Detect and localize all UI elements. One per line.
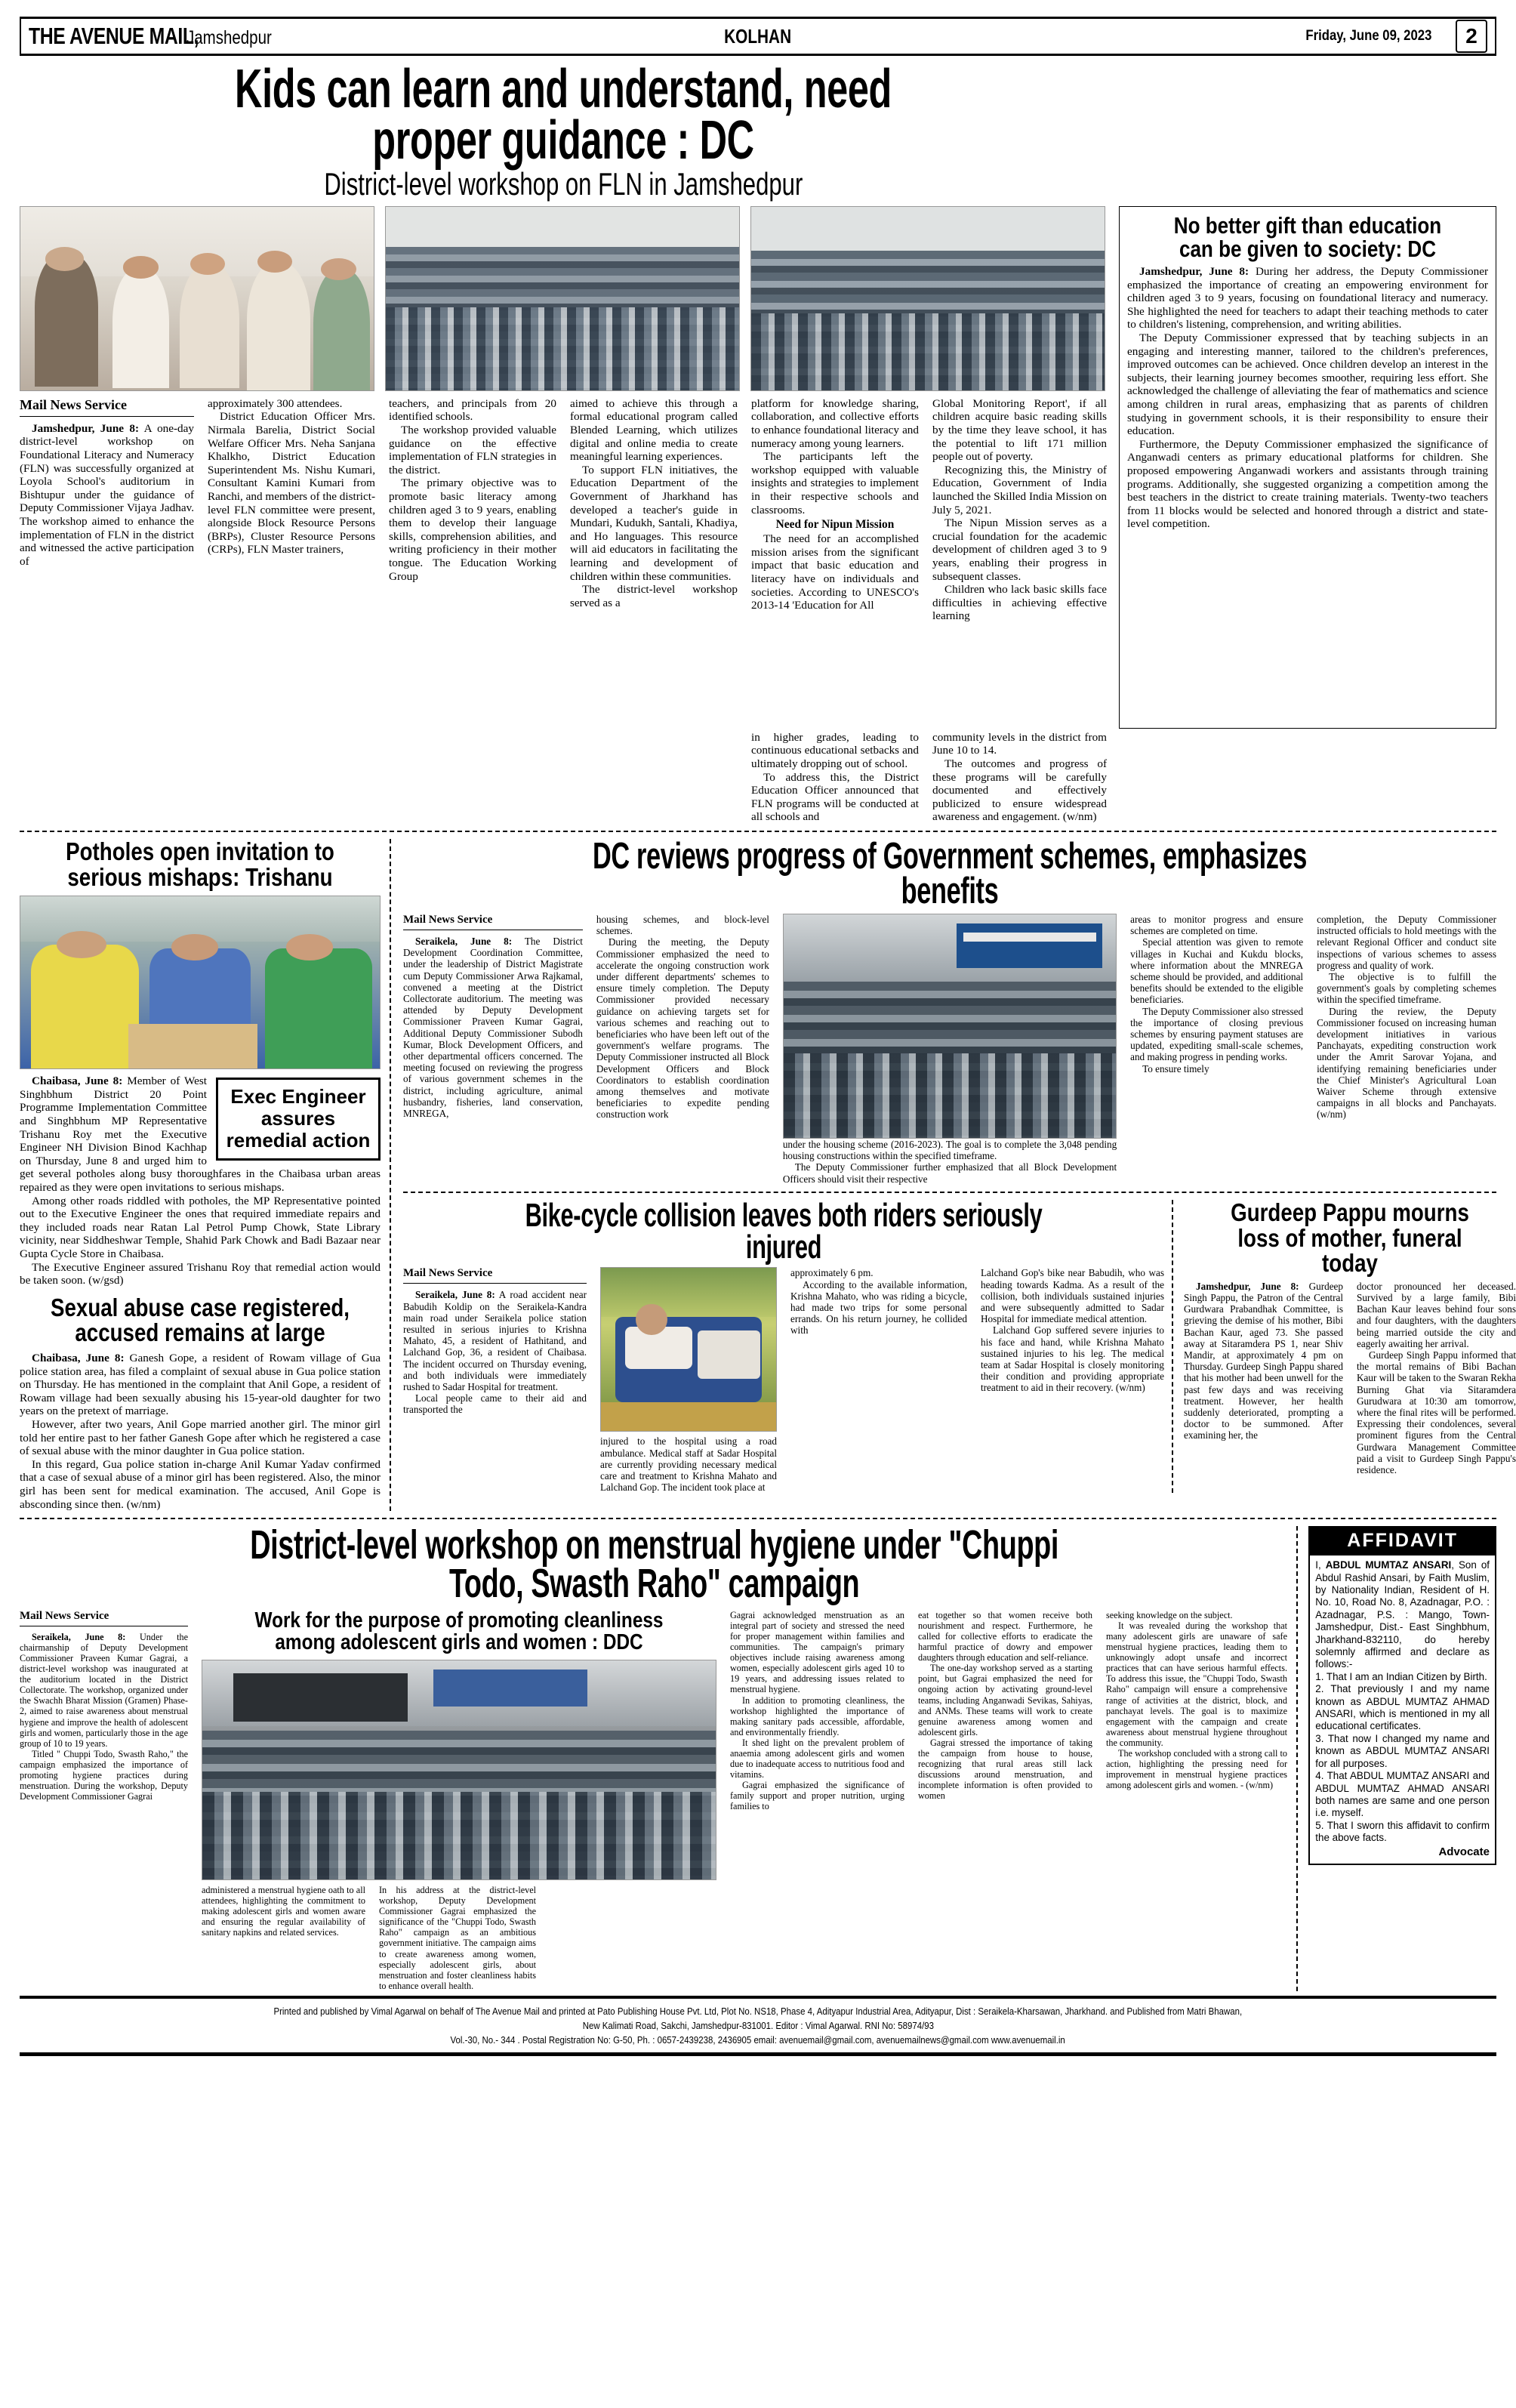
- paragraph: approximately 6 pm.: [790, 1267, 874, 1279]
- paragraph: Among other roads riddled with potholes, the MP Representative pointed out to the Executive Engineer the ones that required immediate repairs and they included roads near Ratan Lal Petrol Pump Chowk, State Library vicinity, near Siddheshwar Temple, Shahid Park Chowk and Badi Bazaar near Gupta Cycle Store in Chaibasa.: [20, 1194, 381, 1260]
- paragraph: Jamshedpur, June 8: Gurdeep Singh Pappu, the Patron of the Central Gurdwara Prabandhak Committee, is grieving the demise of his mother, Bibi Bachan Kaur, aged 73. She passed away at Sitaramdera PS 1, near Shiv Mandir, at approximately 4 pm on Thursday. Gurdeep Singh Pappu shared that his mother had been unwell for the past few days and was receiving treatment. However, her health suddenly deteriorated, prompting a doctor to be summoned. After examining her, the: [1184, 1280, 1343, 1441]
- paragraph: completion, the Deputy Commissioner instructed officials to hold meetings with the relevant Regional Officer and conduct site inspections of various schemes to assess progress and quality of work.: [1317, 914, 1496, 971]
- lead-sidebar: [1107, 206, 1496, 729]
- paragraph: The workshop concluded with a strong call to action, highlighting the pressing need for improvement in menstrual hygiene practices among adolescent girls and women. - (w/nm): [1106, 1748, 1287, 1791]
- bike-headline: Bike-cycle collision leaves both riders seriously injured: [525, 1196, 1043, 1266]
- dc-col-3-wrap: [403, 1139, 1496, 1185]
- paragraph: Special attention was given to remote villages in Kuchai and Kukdu blocks, where information about the MNREGA scheme should be provided, and additional benefits should be extended to the eligible beneficiaries.: [1130, 936, 1304, 1006]
- paragraph: Jamshedpur, June 8: During her address, the Deputy Commissioner emphasized the importance of creating an empowering environment for children aged 3 to 9 years, focusing on foundational literacy and numeracy. She highlighted the need for teachers to adapt their teaching methods to cater to children's listening, comprehension, and writing abilities.: [1127, 265, 1488, 331]
- paragraph: in higher grades, leading to continuous educational setbacks and ultimately dropping out of school.: [751, 730, 919, 770]
- lead-headline: Kids can learn and understand, need proper guidance : DC: [235, 59, 892, 171]
- paragraph: The one-day workshop served as a starting point, but Gagrai emphasized the need for ongoing action by activating ground-level teams, including Anganwadi Sevikas, Sahiyas, and ANMs. These teams will work to create genuine awareness among women and adolescent girls.: [918, 1663, 1092, 1737]
- paragraph: Gurdeep Singh Pappu informed that the mortal remains of Bibi Bachan Kaur will be taken to the Swaran Rekha Burning Ghat via Sitaramdera Gurudwara at 10:30 am tomorrow, where the final rites will be performed. Expressing their condolences, several prominent figures from the Central Gurdwara Management Committee paid a visit to Gurdeep Singh Pappu's residence.: [1357, 1349, 1516, 1476]
- paragraph: aimed to achieve this through a formal educational program called Blended Learning, which utilizes digital and online media to create meaningful learning experiences.: [570, 396, 738, 464]
- paragraph: Chaibasa, June 8: Member of West Singhbhum District 20 Point Programme Implementation Committee and Singhbhum MP Representative Trishanu Roy met the Executive Engineer NH Division Binod Kachhap on Thursday, June 8 and urged him to get several potholes along busy thoroughfares in the Chaibasa urban areas repaired as they were open invitations to serious mishaps.: [20, 1075, 381, 1194]
- dc-schemes-story: [403, 835, 1496, 1185]
- menstrual-headline: District-level workshop on menstrual hygiene under "Chuppi Todo, Swasth Raho" campaign: [250, 1522, 1059, 1607]
- affidavit-signature: Advocate: [1438, 1845, 1490, 1858]
- menstrual-col-4: [911, 1610, 1099, 1991]
- page-number: 2: [1456, 20, 1487, 53]
- paragraph: Seraikela, June 8: The District Development Coordination Committee, under the leadership of District Magistrate cum Deputy Commissioner Arwa Rajkamal, convened a meeting at the District Collectorate auditorium. The meeting was attended by Deputy Development Commissioner Praveen Kumar Gagrai, Additional Deputy Commissioner Subodh Kumar, Block Development Officers, and other departmental officers concerned. The meeting focused on reviewing the progress of various government schemes in the district, including agriculture, animal husbandry, fisheries, land conservation, MNREGA,: [403, 936, 583, 1120]
- paragraph: Chaibasa, June 8: Ganesh Gope, a resident of Rowam village of Gua police station area, has filed a complaint of sexual abuse in Gua police station on Thursday. He has mentioned in the complaint that Anil Gope, a resident of Rowam village had been sexually abusing his 15-year-old daughter for two years on the pretext of marriage.: [20, 1352, 381, 1418]
- paragraph: approximately 300 attendees.: [208, 396, 343, 410]
- paragraph: Children who lack basic skills face difficulties in achieving effective learning: [932, 583, 1107, 623]
- section-divider: [20, 831, 1496, 832]
- gurdeep-story: [1172, 1200, 1516, 1494]
- lead-col-5: [744, 397, 926, 623]
- masthead-left: [29, 23, 291, 50]
- section-name: KOLHAN: [724, 24, 792, 48]
- abuse-headline: Sexual abuse case registered, accused remains at large: [50, 1293, 350, 1347]
- byline: Mail News Service: [403, 1267, 587, 1284]
- paragraph: To ensure timely: [1142, 1062, 1209, 1075]
- paragraph: Furthermore, the Deputy Commissioner emphasized the significance of Anganwadi centers as primary educational platforms for children. She proposed empowering Anganwadi workers and assistants through training programs. Additionally, she suggested organizing a competition among the best teachers in the district to create training materials. Twenty-two teachers from 11 blocks would be selected and honored through a district and state-level competition.: [1127, 437, 1488, 531]
- gurdeep-col-1: [1184, 1281, 1350, 1475]
- publication-city: Jamshedpur: [186, 27, 273, 48]
- masthead-right: [1297, 20, 1487, 53]
- paragraph: administered a menstrual hygiene oath to all attendees, highlighting the commitment to making adolescent girls and women aware and ensuring the regular availability of sanitary napkins and related services.: [202, 1884, 365, 1938]
- gurdeep-col-2: [1350, 1281, 1516, 1475]
- paragraph: It was revealed during the workshop that many adolescent girls are unaware of safe menstrual hygiene practices, leading them to unknowingly adopt unsafe and incorrect practices that can have serious harmful effects. To address this issue, the "Chuppi Todo, Swasth Raho" campaign will ensure a comprehensive range of activities at the district, block, and panchayat levels. The goal is to maximize engagement with the campaign and create awareness about menstrual hygiene throughout the community.: [1106, 1620, 1287, 1748]
- paragraph: platform for knowledge sharing, collaboration, and collective efforts to enhance foundational literacy and numeracy among young learners.: [751, 396, 919, 450]
- paragraph: To support FLN initiatives, the Education Department of the Government of Jharkhand has developed a teacher's guide in Mundari, Kudukh, Santali, Khadiya, and Ho languages. This resource will aid educators in facilitating the learning and development of children within these communities.: [570, 463, 738, 583]
- paragraph: District Education Officer Mrs. Nirmala Barelia, District Social Welfare Officer Mrs. Neha Sanjana Khalkho, District Education Superintendent Ms. Nishu Kumari, Consultant Kamini Kumari from Ranchi, and members of the district-level FLN committee were present, alongside Block Resource Persons (BRPs), Cluster Resource Persons (CRPs), FLN Master trainers,: [208, 410, 375, 557]
- menstrual-workshop-photo: [202, 1660, 716, 1880]
- paragraph: Seraikela, June 8: A road accident near Babudih Koldip on the Seraikela-Kandra main road under Seraikela police station resulted in serious injuries to Krishna Mahato, 45, a resident of Hathitand, and Lalchand Gop, 36, a resident of Chaibasa. The incident occurred on Thursday evening, and both individuals were immediately rushed to Sadar Hospital for treatment.: [403, 1289, 587, 1393]
- lead-col-3: [382, 397, 563, 623]
- bike-story: [403, 1196, 1164, 1494]
- potholes-callout: Exec Engineer assures remedial action: [216, 1078, 381, 1160]
- paragraph: The objective is to fulfill the government's goals by completing schemes within the specified timeframe.: [1317, 971, 1496, 1006]
- paragraph: However, after two years, Anil Gope married another girl. The minor girl told her entire past to her father Ganesh Gope after which he registered a case of sexual abuse with the minor daughter in Gua police station.: [20, 1418, 381, 1458]
- potholes-photo: [20, 896, 381, 1069]
- row-two-right: [390, 835, 1516, 1511]
- paragraph: The Nipun Mission serves as a crucial foundation for the academic development of children aged 3 to 9 years, enabling their progress in subsequent classes.: [932, 516, 1107, 583]
- lead-col-6: [926, 397, 1107, 623]
- paragraph: Jamshedpur, June 8: A one-day district-level workshop on Foundational Literacy and Numeracy (FLN) was successfully organized at Loyola School's auditorium in Bishtupur under the guidance of Deputy Commissioner Vijaya Jadhav. The workshop aimed to enhance the implementation of FLN in the district and witnessed the active participation of: [20, 421, 194, 568]
- affidavit-title: AFFIDAVIT: [1310, 1528, 1495, 1555]
- paragraph: doctor pronounced her deceased. Survived by a large family, Bibi Bachan Kaur leaves behind four sons and four daughters, with the daughters being married outside the city and eagerly awaiting her arrival.: [1357, 1280, 1516, 1349]
- bike-col-4: [974, 1267, 1164, 1493]
- byline: Mail News Service: [403, 914, 583, 930]
- menstrual-center: [195, 1610, 723, 1991]
- dc-col-5: [1310, 914, 1496, 1139]
- dc-schemes-headline: DC reviews progress of Government schemes, emphasizes benefits: [592, 835, 1308, 912]
- menstrual-subheadline: Work for the purpose of promoting cleanliness among adolescent girls and women : DDC: [254, 1608, 664, 1655]
- paragraph: The Deputy Commissioner expressed that by teaching subjects in an engaging and interesting manner, tailored to the children's preferences, improved outcomes can be achieved. Once children develop an interest in the subjects, their learning journey becomes smoother, requiring less effort. She acknowledged the challenge of alleviating the fear of mathematics and science among children in rural areas, emphasizing that as parents of children studying in government schools, it is their responsibility to ensure their education.: [1127, 331, 1488, 438]
- paragraph: injured to the hospital using a road ambulance. Medical staff at Sadar Hospital are currently providing necessary medical care and treatment to Krishna Mahato and Lalchand Gop. The incident took place at: [600, 1435, 777, 1494]
- menstrual-col-3: [723, 1610, 911, 1991]
- paragraph: Local people came to their aid and transported the: [403, 1392, 587, 1416]
- paragraph: The Deputy Commissioner also stressed the importance of closing previous schemes by ensuring payment statuses are updated, expediting small-scale schemes, and making progress in pending works.: [1130, 1005, 1304, 1063]
- imprint-line-1: Printed and published by Vimal Agarwal on behalf of The Avenue Mail and printed at Pato Publishing House Pvt. Ltd, Plot No. NS18, Phase 4, Adityapur Industrial Area, Adityapur, Dist : Seraikela-Kharsawan, Jharkhand. and Published from Matri Bhawan,: [273, 2005, 1243, 2017]
- publication-title: THE AVENUE MAIL,: [29, 23, 199, 49]
- paragraph: During the review, the Deputy Commissioner focused on increasing human development initiatives in various Panchayats, expediting construction work under the Amrit Sarovar Yojana, and identifying remaining beneficiaries under the Chief Minister's Agricultural Loan Waiver Scheme through extensive campaigns in all blocks and Panchayats. (w/nm): [1317, 1005, 1496, 1121]
- lead-tail: [20, 731, 1496, 824]
- paragraph: During the meeting, the Deputy Commissioner emphasized the need to accelerate the ongoing construction work under different departments' schemes to ensure timely completion. The Deputy Commissioner provided necessary guidance on achieving targets set for various schemes and reaching out to beneficiaries who have been left out of the government's welfare programs. The Deputy Commissioner instructed all Block Development Officers and Block Coordinators to establish coordination among themselves and motivate beneficiaries to expedite pending construction work: [596, 936, 769, 1121]
- potholes-headline: Potholes open invitation to serious mishaps: Trishanu: [66, 837, 334, 891]
- imprint-line-2: New Kalimati Road, Sakchi, Jamshedpur-831001. Editor : Vimal Agarwal. RNI No: 58974/93: [582, 2019, 934, 2031]
- paragraph: Seraikela, June 8: Under the chairmanship of Deputy Development Commissioner Praveen Kumar Gagrai, a district-level workshop was inaugurated at the auditorium located in the District Collectorate. The workshop, organized under the Swachh Bharat Mission (Gramen) Phase-2, aimed to raise awareness about menstrual hygiene and improve the health of adolescent girls and women, particularly those in the age group of 10 to 19 years.: [20, 1631, 188, 1749]
- paragraph: seeking knowledge on the subject.: [1106, 1609, 1233, 1620]
- lead-col-4: [563, 397, 744, 623]
- lead-subheadline: District-level workshop on FLN in Jamshedpur: [324, 165, 803, 202]
- menstrual-story: [20, 1522, 1289, 1991]
- paragraph: Gagrai acknowledged menstruation as an integral part of society and stressed the need for proper management within families and communities. The campaign's primary objectives include raising awareness among women, especially adolescent girls aged 10 to 19 years, and addressing issues related to menstrual hygiene.: [730, 1609, 904, 1695]
- section-divider: [403, 1192, 1496, 1193]
- byline: Mail News Service: [20, 397, 194, 417]
- paragraph: eat together so that women receive both nourishment and respect. Furthermore, he called for collective efforts to eradicate the harmful practice of dowry and empower daughters through education and self-reliance.: [918, 1609, 1092, 1663]
- lead-photo-3: [750, 206, 1105, 391]
- paragraph: under the housing scheme (2016-2023). The goal is to complete the 3,048 pending housing constructions within the specified timeframe.: [782, 1139, 1117, 1162]
- dc-col-2: [590, 914, 776, 1139]
- lead-tail-col-5: [744, 731, 926, 824]
- lead-columns: [20, 397, 1107, 623]
- affidavit-ad: [1296, 1526, 1496, 1991]
- menstrual-sub-col-1: [202, 1885, 372, 1991]
- paragraph: The district-level workshop served as a: [570, 583, 738, 609]
- paragraph: Lalchand Gop's bike near Babudih, who was heading towards Kadma. As a result of the collision, both individuals sustained injuries and were subsequently admitted to Sadar Hospital for immediate medical attention.: [981, 1267, 1164, 1325]
- menstrual-col-1: [20, 1610, 195, 1991]
- section-divider: [20, 1518, 1496, 1519]
- paragraph: teachers, and principals from 20 identified schools.: [389, 396, 556, 424]
- lead-col-1: [20, 397, 201, 623]
- dc-col-3: [776, 1139, 1123, 1185]
- lead-photo-2: [385, 206, 740, 391]
- lead-photo-1: [20, 206, 374, 391]
- bike-col-2: [593, 1267, 784, 1493]
- paragraph: Gagrai stressed the importance of taking the campaign from house to house, recognizing that rural areas still lack discussions around menstruation, and incomplete information is often provided to women: [918, 1737, 1092, 1802]
- lead-story: [20, 59, 1496, 824]
- paragraph: The Deputy Commissioner further emphasized that all Block Development Officers should visit their respective: [782, 1161, 1117, 1185]
- paragraph: Gagrai emphasized the significance of family support and proper nutrition, urging families to: [730, 1780, 904, 1812]
- paragraph: Global Monitoring Report', if all children acquire basic reading skills by the time they leave school, it has the potential to lift 171 million people out of poverty.: [932, 396, 1107, 464]
- row-four: [20, 1522, 1496, 1991]
- bike-col-3: [784, 1267, 974, 1493]
- dc-col-4: [1123, 914, 1310, 1139]
- menstrual-col-5: [1099, 1610, 1287, 1991]
- paragraph: In this regard, Gua police station in-charge Anil Kumar Yadav confirmed that a case of sexual abuse of a minor girl has been registered. Also, the minor girl has been sent for medical examination. The accused, Anil Gope is absconding since then. (w/nm): [20, 1457, 381, 1511]
- dc-col-1: [403, 914, 590, 1139]
- footer-imprint: [20, 1996, 1496, 2056]
- paragraph: In addition to promoting cleanliness, the workshop highlighted the importance of making sanitary pads accessible, affordable, and environmentally friendly.: [730, 1694, 904, 1737]
- dc-meeting-photo: [783, 914, 1117, 1139]
- imprint-line-3: Vol.-30, No.- 344 . Postal Registration No: G-50, Ph. : 0657-2439238, 2436905 email: avenuemail@gmail.com, avenuemailnews@gmail.com www.avenuemail.in: [450, 2033, 1066, 2046]
- row-two: [20, 835, 1516, 1511]
- sidebar-headline: No better gift than education can be given to society: DC: [1173, 211, 1442, 263]
- paragraph: community levels in the district from June 10 to 14.: [932, 730, 1107, 757]
- paragraph: The workshop provided valuable guidance on the effective implementation of FLN strategies in the district.: [389, 423, 556, 476]
- masthead: [20, 17, 1496, 56]
- paragraph: The primary objective was to promote basic literacy among children aged 3 to 9 years, enabling them to develop their language skills, comprehension abilities, and writing proficiency in their mother tongue. The Education Working Group: [389, 476, 556, 583]
- paragraph: The participants left the workshop equipped with valuable insights and strategies to implement in their respective schools and classrooms.: [751, 450, 919, 516]
- paragraph: To address this, the District Education Officer announced that FLN programs will be conducted at all schools and: [751, 770, 919, 824]
- lead-tail-col-6: [926, 731, 1107, 824]
- gurdeep-headline: Gurdeep Pappu mourns loss of mother, funeral today: [1231, 1198, 1469, 1278]
- bike-accident-photo: [600, 1267, 777, 1432]
- sub-heading: Need for Nipun Mission: [775, 518, 895, 532]
- menstrual-sub-col-2: [372, 1885, 543, 1991]
- menstrual-sub-col-3: [543, 1885, 713, 1991]
- lead-col-2: [201, 397, 382, 623]
- affidavit-body: I, ABDUL MUMTAZ ANSARI, Son of Abdul Rashid Ansari, by Faith Muslim, by Nationality Indian, Resident of H. No. 10, Road No. 8, Azadnagar, P.O. : Azadnagar, P.S. : Mango, Town- Jamshedpur, Dist.- East Singhbhum, Jharkhand-832110, do hereby solemnly affirmed and declare as follows:- 1. That I am an Indian Citizen by Birth. 2. That previously I and my name known as ABDUL MUMTAZ AHMAD ANSARI, which is mentioned in my all educational certificates. 3. That now I changed my name and known as ABDUL MUMTAZ ANSARI for all purposes. 4. That ABDUL MUMTAZ ANSARI and ABDUL MUMTAZ AHMAD ANSARI both names are same and one person i.e. myself. 5. That I sworn this affidavit to confirm the above facts.: [1315, 1559, 1490, 1844]
- paragraph: In his address at the district-level workshop, Deputy Development Commissioner Gagrai emphasized the significance of the "Chuppi Todo, Swasth Raho" campaign as an ambitious government initiative. The campaign aims to create awareness among women, especially adolescent girls, about menstruation and foster cleanliness habits to enhance overall health.: [379, 1884, 536, 1991]
- paragraph: Lalchand Gop suffered severe injuries to his face and hand, while Krishna Mahato sustained injuries to his leg. The medical team at Sadar Hospital is closely monitoring their condition and providing appropriate treatment to aid in their recovery. (w/nm): [981, 1324, 1164, 1394]
- paragraph: housing schemes, and block-level schemes.: [596, 914, 769, 937]
- paragraph: The Executive Engineer assured Trishanu Roy that remedial action would be taken soon. (w/gsd): [20, 1260, 381, 1287]
- potholes-story: [20, 839, 381, 1511]
- paragraph: Titled " Chuppi Todo, Swasth Raho," the campaign emphasized the importance of promoting hygiene practices during menstruation. During the workshop, Deputy Development Commissioner Gagrai: [20, 1748, 188, 1802]
- paragraph: Recognizing this, the Ministry of Education, Government of India launched the Skilled India Mission on July 5, 2021.: [932, 463, 1107, 516]
- paragraph: It shed light on the prevalent problem of anaemia among adolescent girls and women due to inadequate access to nutritious food and vitamins.: [730, 1737, 904, 1781]
- row-three: [403, 1196, 1516, 1494]
- bike-col-1: [403, 1267, 593, 1493]
- paragraph: areas to monitor progress and ensure schemes are completed on time.: [1130, 914, 1304, 937]
- byline: Mail News Service: [20, 1610, 188, 1626]
- paragraph: The need for an accomplished mission arises from the significant impact that basic education and literacy have on individuals and societies. According to UNESCO's 2013-14 'Education for All: [751, 532, 919, 612]
- dc-photo-col: [776, 914, 1123, 1139]
- issue-date: Friday, June 09, 2023: [1305, 28, 1432, 44]
- paragraph: The outcomes and progress of these programs will be carefully documented and effectively publicized to ensure widespread awareness and engagement. (w/nm): [932, 757, 1107, 824]
- paragraph: According to the available information, Krishna Mahato, who was riding a bicycle, had made two trips for some personal errands. On his return journey, he collided with: [790, 1278, 967, 1337]
